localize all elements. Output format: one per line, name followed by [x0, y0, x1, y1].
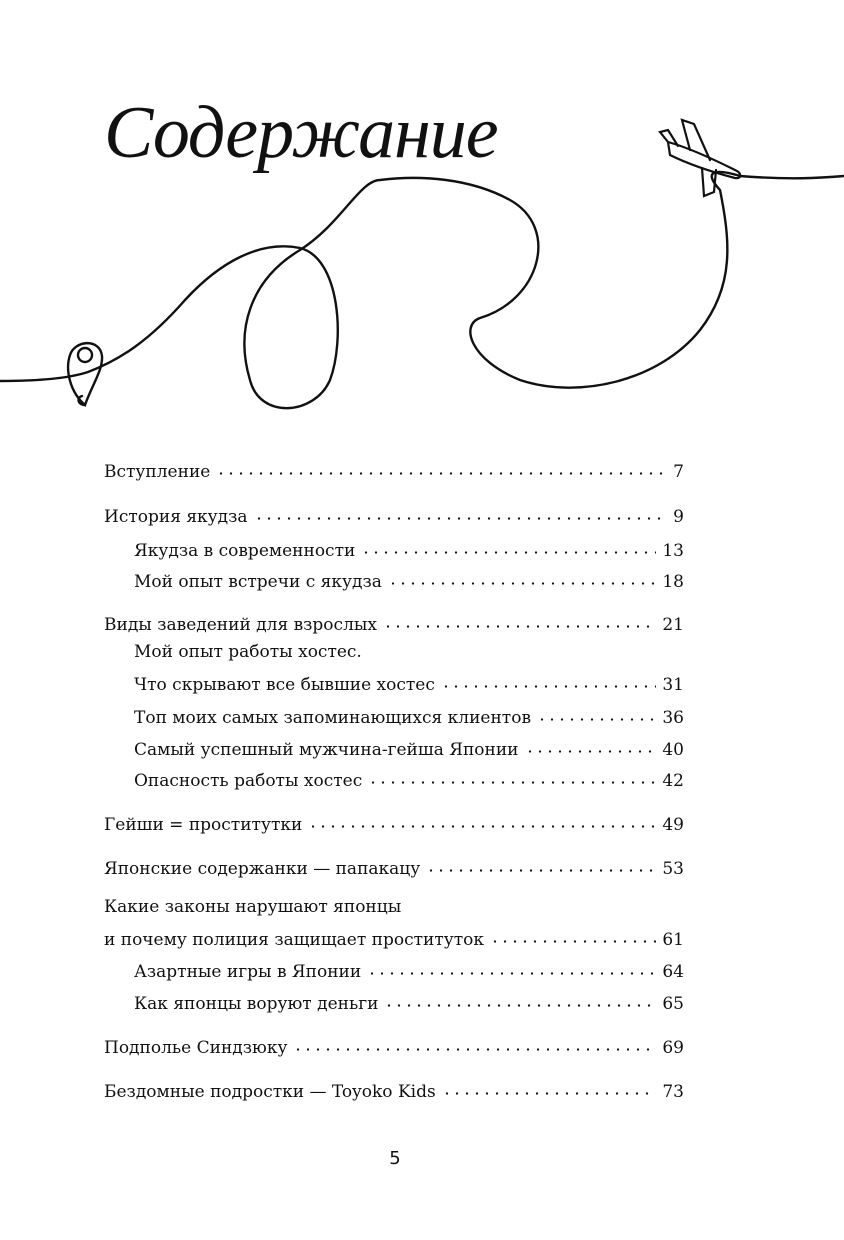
- dot-leader: [361, 534, 656, 556]
- toc-entry[interactable]: [104, 808, 684, 835]
- dot-leader: [388, 565, 657, 587]
- dot-leader: [537, 701, 656, 723]
- dot-leader: [442, 1075, 657, 1097]
- dot-leader: [308, 808, 656, 830]
- toc-entry-title: Бездомные подростки — Toyoko Kids: [104, 1082, 436, 1102]
- toc-subentry[interactable]: [134, 955, 684, 982]
- dot-leader: [441, 668, 656, 690]
- toc-entry-title: Что скрывают все бывшие хостес: [134, 675, 435, 695]
- toc-subentry[interactable]: [134, 733, 684, 760]
- toc-entry-page: 7: [673, 462, 684, 482]
- toc-entry-title: Подполье Синдзюку: [104, 1038, 288, 1058]
- toc-entry-title: Топ моих самых запоминающихся клиентов: [134, 708, 532, 728]
- toc-entry-title: История якудза: [104, 507, 248, 527]
- dot-leader: [254, 500, 668, 522]
- page-number: 5: [389, 1148, 401, 1169]
- toc-entry-title: Мой опыт работы хостес.: [134, 642, 362, 662]
- toc-entry-page: 49: [662, 815, 684, 835]
- toc-entry-page: 21: [662, 615, 684, 635]
- toc-entry-page: 13: [662, 541, 684, 561]
- dot-leader: [525, 733, 657, 755]
- dot-leader: [490, 923, 656, 945]
- toc-entry-title: и почему полиция защищает проституток: [104, 930, 485, 950]
- toc-entry[interactable]: [104, 1031, 684, 1058]
- toc-entry-title: Азартные игры в Японии: [134, 962, 362, 982]
- toc-entry-page: 36: [662, 708, 684, 728]
- toc-entry-page: 9: [673, 507, 684, 527]
- toc-entry-page: 31: [662, 675, 684, 695]
- dot-leader: [293, 1031, 656, 1053]
- toc-entry-title: Какие законы нарушают японцы: [104, 897, 402, 917]
- toc-entry-title: Вступление: [104, 462, 211, 482]
- toc-subentry[interactable]: [134, 701, 684, 728]
- toc-entry-first-line[interactable]: [104, 896, 684, 918]
- dot-leader: [426, 852, 656, 874]
- dot-leader: [384, 987, 656, 1009]
- toc-entry[interactable]: [104, 500, 684, 527]
- toc-entry-title: Японские содержанки — папакацу: [104, 859, 421, 879]
- toc-entry-title: Самый успешный мужчина-гейша Японии: [134, 740, 519, 760]
- toc-entry-page: 42: [662, 771, 684, 791]
- toc-entry-page: 69: [662, 1038, 684, 1058]
- toc-subentry[interactable]: [134, 565, 684, 592]
- toc-entry-page: 61: [662, 930, 684, 950]
- toc-subentry-first-line[interactable]: [134, 641, 684, 663]
- toc-entry-title: Опасность работы хостес: [134, 771, 363, 791]
- dot-leader: [368, 764, 656, 786]
- toc-subentry[interactable]: [134, 534, 684, 561]
- dot-leader: [367, 955, 656, 977]
- toc-entry-page: 53: [662, 859, 684, 879]
- toc-entry-title: Как японцы воруют деньги: [134, 994, 379, 1014]
- toc-entry[interactable]: [104, 455, 684, 482]
- toc-entry-page: 64: [662, 962, 684, 982]
- toc-entry-title: Мой опыт встречи с якудза: [134, 572, 382, 592]
- dot-leader: [216, 455, 667, 477]
- toc-subentry[interactable]: [134, 987, 684, 1014]
- toc-entry-title: Виды заведений для взрослых: [104, 615, 377, 635]
- toc-entry-page: 65: [662, 994, 684, 1014]
- toc-entry[interactable]: [104, 1075, 684, 1102]
- toc-entry[interactable]: [104, 608, 684, 635]
- toc-entry-page: 18: [662, 572, 684, 592]
- toc-subentry[interactable]: [134, 668, 684, 695]
- toc-entry-title: Гейши = проститутки: [104, 815, 303, 835]
- toc-entry-page: 73: [662, 1082, 684, 1102]
- toc-entry[interactable]: [104, 923, 684, 950]
- dot-leader: [383, 608, 656, 630]
- toc-entry-title: Якудза в современности: [134, 541, 356, 561]
- toc-entry[interactable]: [104, 852, 684, 879]
- page-title: Содержание: [104, 92, 498, 174]
- toc-subentry[interactable]: [134, 764, 684, 791]
- toc-entry-page: 40: [662, 740, 684, 760]
